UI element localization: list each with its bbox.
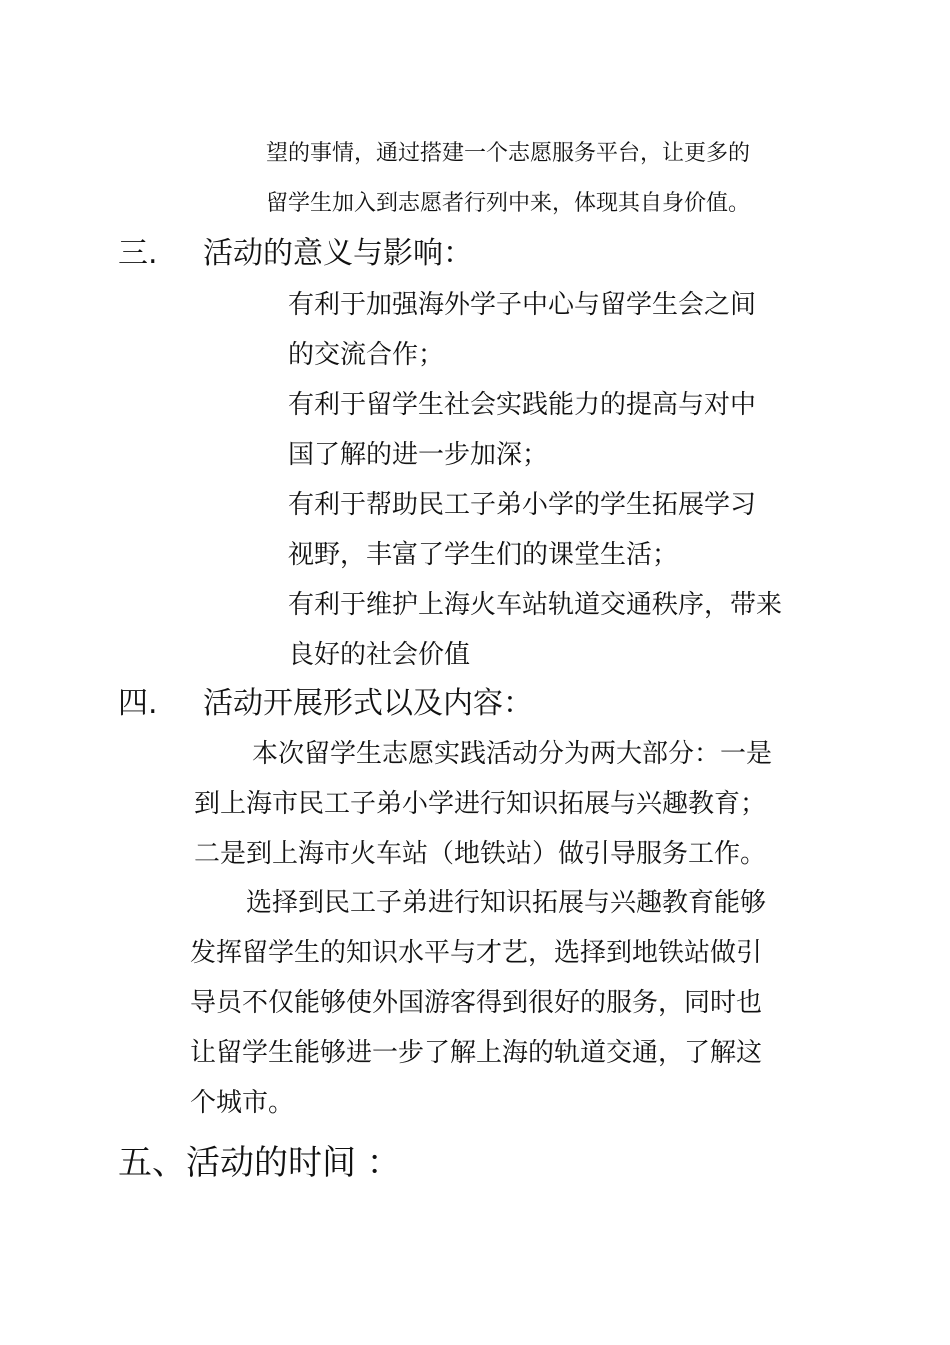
section-3-line-6: 视野，丰富了学生们的课堂生活； [288,540,679,570]
section-4-para1-line-3: 二是到上海市火车站（地铁站）做引导服务工作。 [194,839,767,869]
section-3-line-1: 有利于加强海外学子中心与留学生会之间 [288,290,757,320]
section-3-line-7: 有利于维护上海火车站轨道交通秩序，带来 [288,590,783,620]
section-3-number: 三. [118,236,158,271]
section-4-para2-line-3: 导员不仅能够使外国游客得到很好的服务，同时也 [190,988,763,1018]
section-4-para2-line-1: 选择到民工子弟进行知识拓展与兴趣教育能够 [246,888,767,918]
section-3-line-8: 良好的社会价值 [288,640,471,670]
section-3-line-4: 国了解的进一步加深； [288,440,549,470]
section-4-para1-line-1: 本次留学生志愿实践活动分为两大部分：一是 [252,739,773,769]
section-3-line-2: 的交流合作； [288,340,445,370]
section-5-title: 五、活动的时间 ： [118,1143,401,1183]
section-3-line-5: 有利于帮助民工子弟小学的学生拓展学习 [288,490,757,520]
section-4-title: 活动开展形式以及内容： [203,686,533,721]
intro-line-2: 留学生加入到志愿者行列中来，体现其自身价值。 [266,191,751,216]
section-4-para1-line-2: 到上海市民工子弟小学进行知识拓展与兴趣教育； [194,789,767,819]
section-4-para2-line-4: 让留学生能够进一步了解上海的轨道交通，了解这 [190,1038,763,1068]
intro-line-1: 望的事情，通过搭建一个志愿服务平台，让更多的 [266,141,751,166]
section-3-line-3: 有利于留学生社会实践能力的提高与对中 [288,390,757,420]
section-4-number: 四. [118,686,158,721]
section-4-para2-line-5: 个城市。 [190,1088,295,1118]
section-3-title: 活动的意义与影响： [203,236,473,271]
section-4-para2-line-2: 发挥留学生的知识水平与才艺，选择到地铁站做引 [190,938,763,968]
